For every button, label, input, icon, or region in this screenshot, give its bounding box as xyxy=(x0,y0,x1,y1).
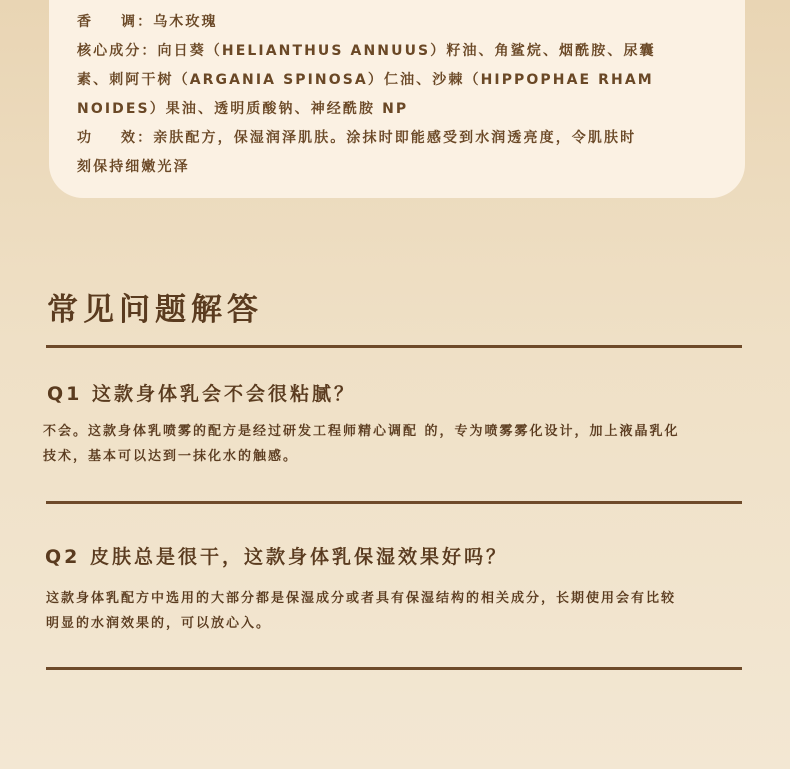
divider xyxy=(46,345,742,348)
faq-title: 常见问题解答 xyxy=(47,292,263,328)
faq-answer-line: 不会。这款身体乳喷雾的配方是经过研发工程师精心调配 的，专为喷雾雾化设计，加上液晶乳化 xyxy=(43,424,680,439)
divider xyxy=(46,667,742,670)
product-info-line: 核心成分：向日葵（HELIANTHUS ANNUUS）籽油、角鲨烷、烟酰胺、尿囊 xyxy=(77,43,656,59)
faq-answer-line: 这款身体乳配方中选用的大部分都是保湿成分或者具有保湿结构的相关成分，长期使用会有比较 xyxy=(46,591,677,606)
product-info-card xyxy=(49,0,745,198)
product-info-line: 功 效：亲肤配方，保湿润泽肌肤。涂抹时即能感受到水润透亮度，令肌肤时 xyxy=(77,130,637,146)
product-info-line: 素、刺阿干树（ARGANIA SPINOSA）仁油、沙棘（HIPPOPHAE RHAM xyxy=(77,72,654,88)
faq-answer-line: 技术，基本可以达到一抹化水的触感。 xyxy=(43,449,299,464)
faq-answer-line: 明显的水润效果的，可以放心入。 xyxy=(46,616,272,631)
product-info-line: 香 调：乌木玫瑰 xyxy=(77,14,218,30)
faq-answer-1 xyxy=(43,419,680,469)
divider xyxy=(46,501,742,504)
product-info-line: NOIDES）果油、透明质酸钠、神经酰胺 NP xyxy=(77,101,409,117)
product-info-line: 刻保持细嫩光泽 xyxy=(77,159,190,175)
product-info-text xyxy=(77,8,697,182)
faq-question-1: Q1 这款身体乳会不会很粘腻？ xyxy=(47,383,356,405)
faq-question-2: Q2 皮肤总是很干，这款身体乳保湿效果好吗？ xyxy=(45,546,508,568)
faq-answer-2 xyxy=(46,586,676,636)
